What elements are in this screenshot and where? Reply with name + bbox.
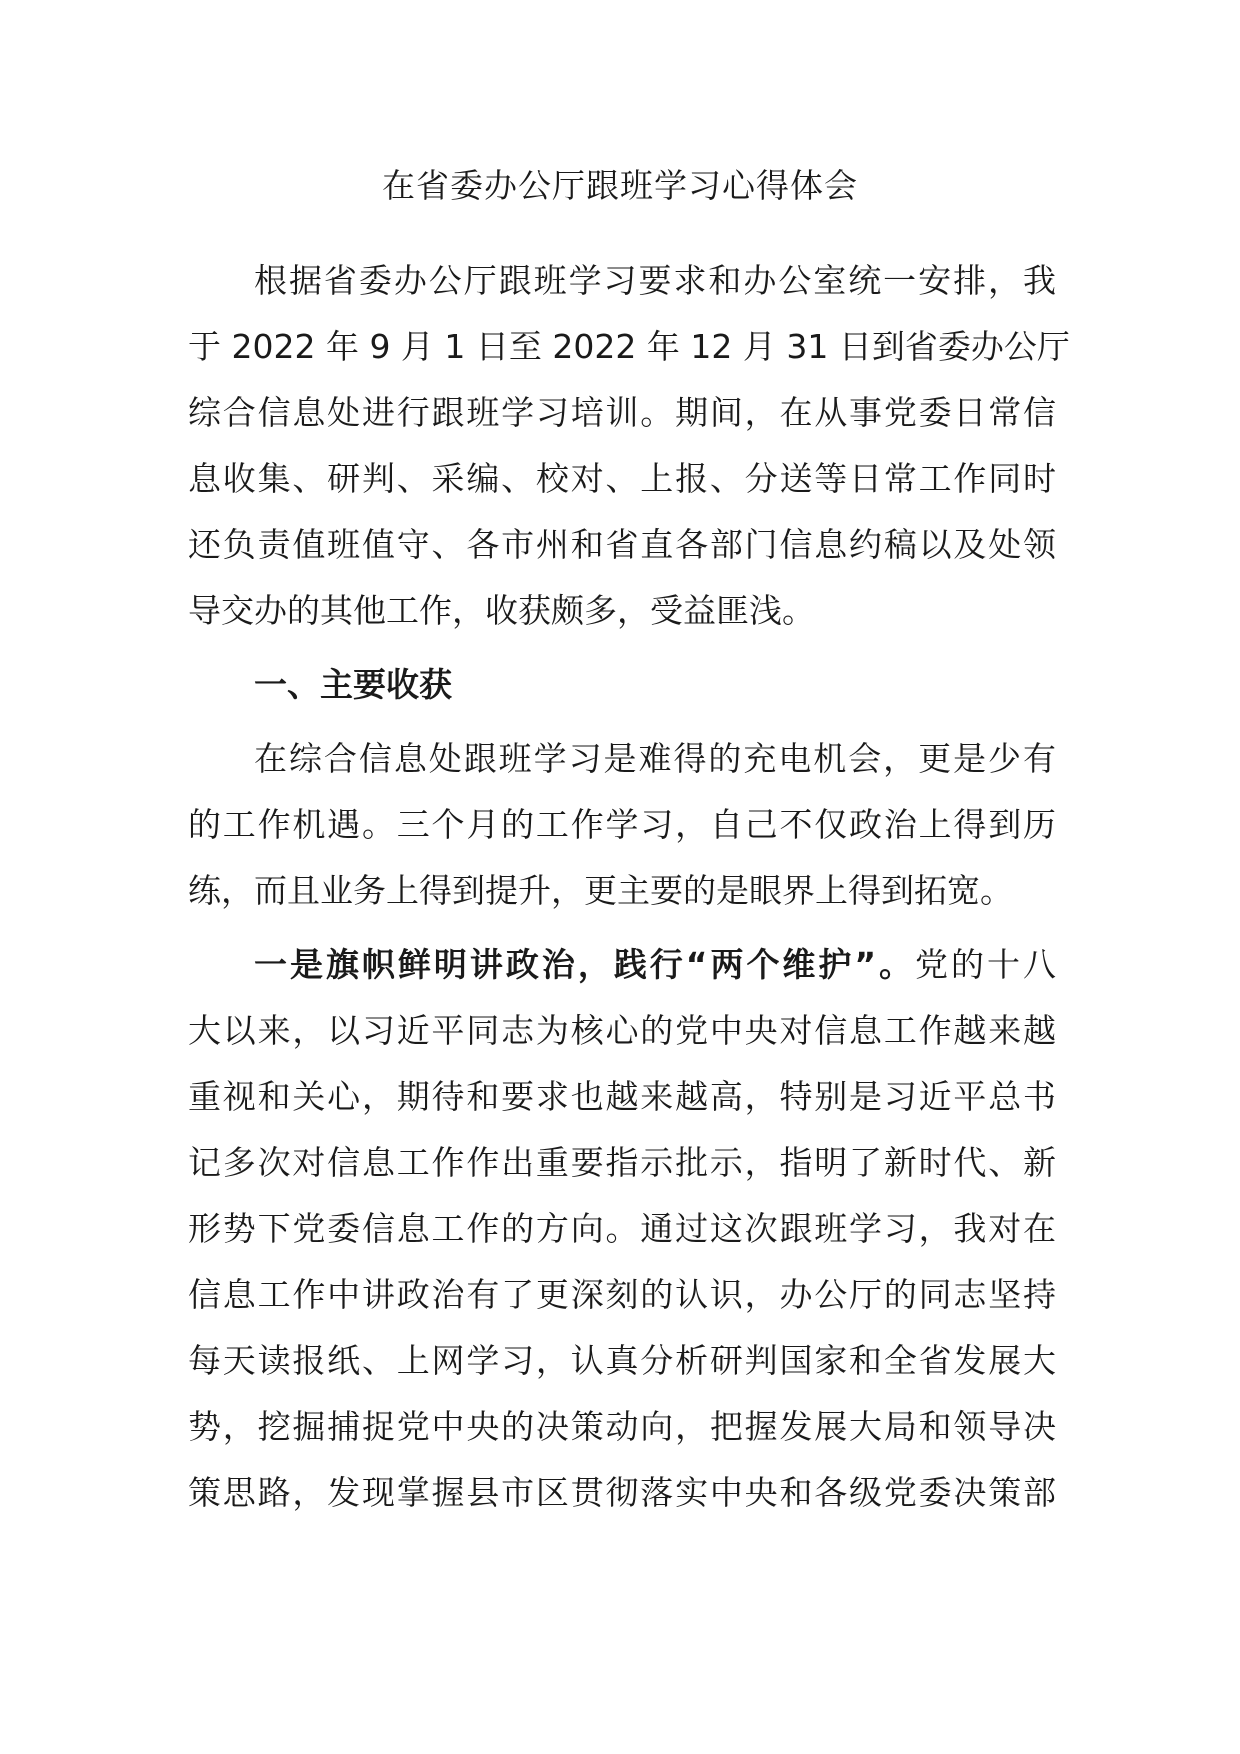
point-lead: 一是旗帜鲜明讲政治，践行“两个维护”。 bbox=[254, 945, 916, 984]
paragraph-line: 信息工作中讲政治有了更深刻的认识，办公厅的同志坚持 bbox=[188, 1275, 1056, 1314]
paragraph-line: 策思路，发现掌握县市区贯彻落实中央和各级党委决策部 bbox=[188, 1473, 1056, 1512]
paragraph-first-line bbox=[188, 932, 1056, 998]
paragraph-line: 根据省委办公厅跟班学习要求和办公室统一安排，我 bbox=[254, 261, 1056, 300]
section-paragraph bbox=[188, 726, 1056, 924]
paragraph-line: 大以来，以习近平同志为核心的党中央对信息工作越来越 bbox=[188, 1011, 1056, 1050]
paragraph-line: 导交办的其他工作，收获颇多，受益匪浅。 bbox=[188, 591, 815, 630]
paragraph-line: 的工作机遇。三个月的工作学习，自己不仅政治上得到历 bbox=[188, 805, 1056, 844]
paragraph-line: 每天读报纸、上网学习，认真分析研判国家和全省发展大 bbox=[188, 1341, 1056, 1380]
document-body bbox=[188, 248, 1070, 1526]
paragraph-line: 势，挖掘捕捉党中央的决策动向，把握发展大局和领导决 bbox=[188, 1407, 1056, 1446]
paragraph-line: 综合信息处进行跟班学习培训。期间，在从事党委日常信 bbox=[188, 393, 1056, 432]
point-lead-rest: 党的十八 bbox=[915, 945, 1056, 984]
paragraph-line: 息收集、研判、采编、校对、上报、分送等日常工作同时 bbox=[188, 459, 1056, 498]
paragraph-line: 在综合信息处跟班学习是难得的充电机会，更是少有 bbox=[254, 739, 1056, 778]
paragraph-line: 形势下党委信息工作的方向。通过这次跟班学习，我对在 bbox=[188, 1209, 1056, 1248]
paragraph-line: 练，而且业务上得到提升，更主要的是眼界上得到拓宽。 bbox=[188, 871, 1013, 910]
paragraph-line: 重视和关心，期待和要求也越来越高，特别是习近平总书 bbox=[188, 1077, 1056, 1116]
section-heading: 一、主要收获 bbox=[254, 665, 452, 704]
paragraph-line: 记多次对信息工作作出重要指示批示，指明了新时代、新 bbox=[188, 1143, 1056, 1182]
intro-paragraph bbox=[188, 248, 1070, 644]
document-title: 在省委办公厅跟班学习心得体会 bbox=[382, 166, 858, 205]
paragraph-line: 还负责值班值守、各市州和省直各部门信息约稿以及处领 bbox=[188, 525, 1056, 564]
point-paragraph bbox=[188, 932, 1056, 1526]
paragraph-line: 于 2022 年 9 月 1 日至 2022 年 12 月 31 日到省委办公厅 bbox=[188, 327, 1070, 366]
